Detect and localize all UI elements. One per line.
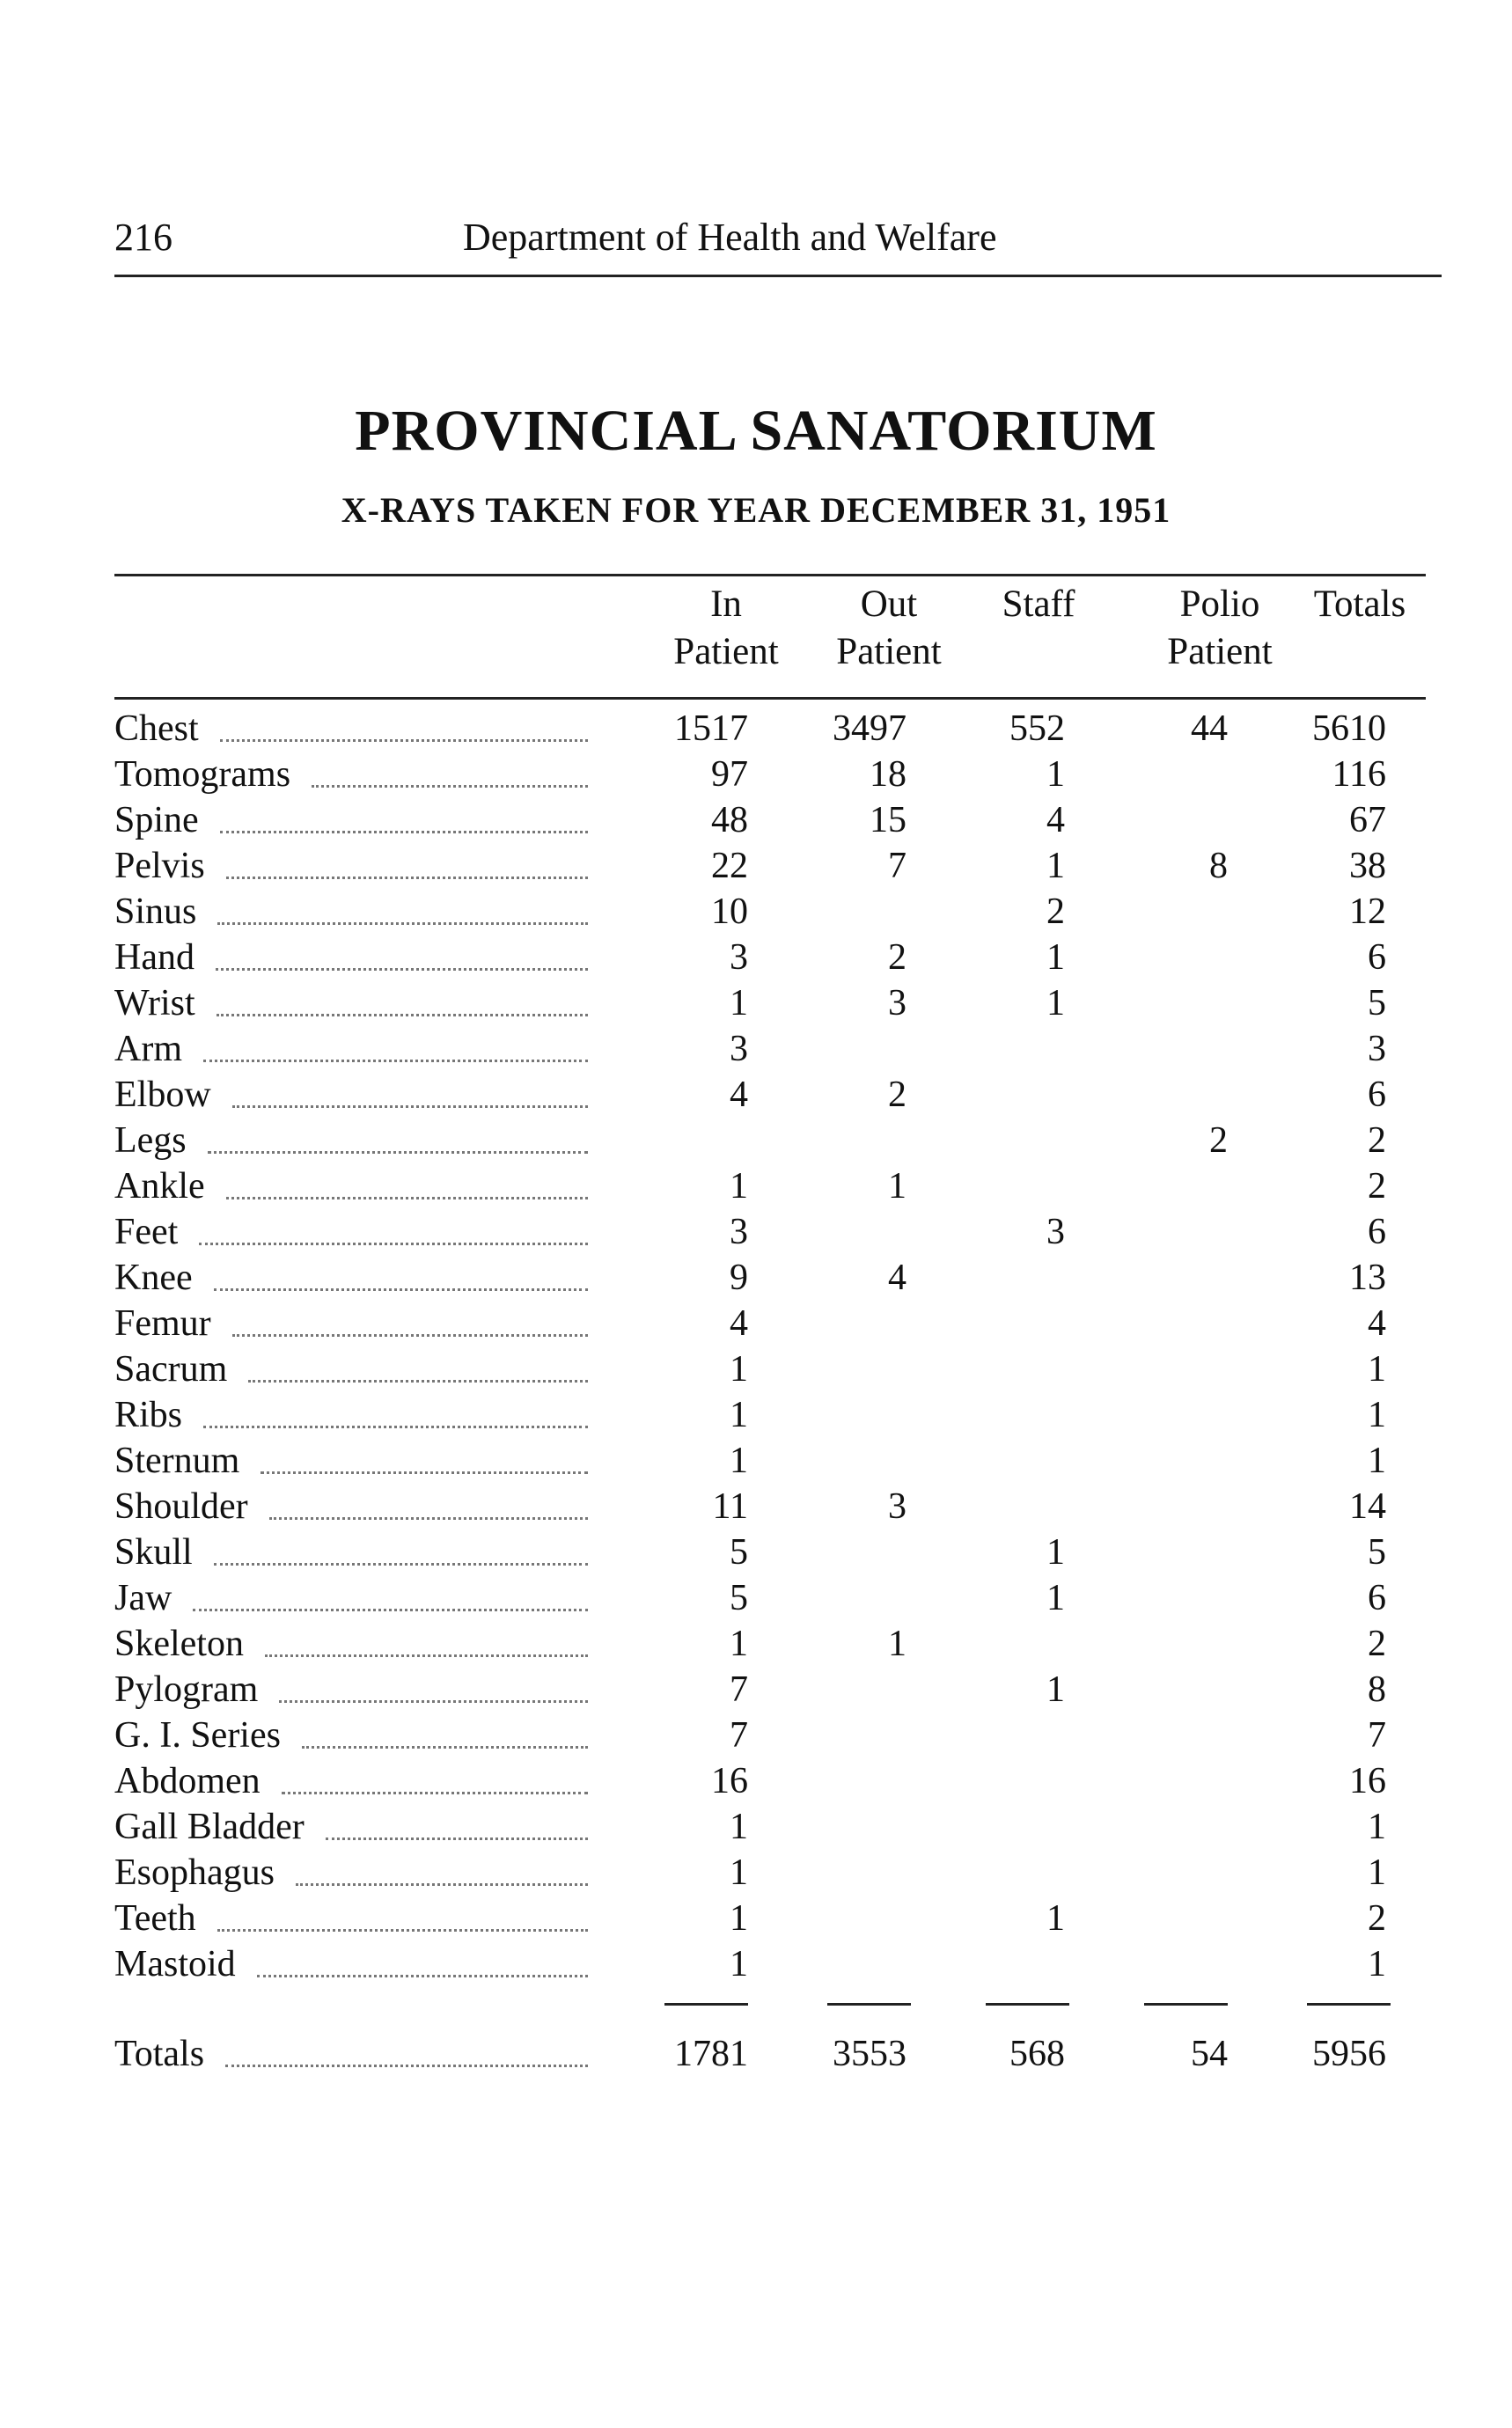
header-rule bbox=[114, 275, 1442, 277]
totals-cell: 3553 bbox=[833, 2034, 906, 2074]
row-label: Knee bbox=[114, 1258, 193, 1298]
table-cell: 5 bbox=[730, 1578, 748, 1618]
column-header-line2: Totals bbox=[1313, 583, 1406, 625]
table-cell: 116 bbox=[1332, 754, 1386, 795]
table-cell: 1 bbox=[1046, 1669, 1065, 1710]
row-label: Spine bbox=[114, 800, 199, 840]
table-cell: 1 bbox=[1368, 1349, 1386, 1390]
column-header-line2: Staff bbox=[1002, 583, 1075, 625]
table-cell: 7 bbox=[730, 1669, 748, 1710]
dot-leader bbox=[226, 877, 588, 879]
table-cell: 44 bbox=[1191, 708, 1228, 749]
table-row bbox=[0, 1026, 1512, 1072]
dot-leader bbox=[203, 1060, 588, 1062]
table-row bbox=[0, 1713, 1512, 1758]
page-number: 216 bbox=[114, 216, 172, 259]
table-cell: 1 bbox=[730, 1441, 748, 1481]
table-cell: 16 bbox=[1349, 1761, 1386, 1801]
row-label: Pelvis bbox=[114, 846, 205, 886]
table-cell: 22 bbox=[711, 846, 748, 886]
table-cell: 10 bbox=[711, 891, 748, 932]
totals-row bbox=[0, 2031, 1512, 2077]
dot-leader bbox=[217, 1014, 588, 1016]
row-label: Wrist bbox=[114, 983, 195, 1023]
table-row bbox=[0, 706, 1512, 752]
table-cell: 1 bbox=[730, 1898, 748, 1939]
row-label: Teeth bbox=[114, 1898, 196, 1939]
dot-leader bbox=[220, 739, 588, 742]
column-header-staff bbox=[946, 581, 1131, 628]
table-cell: 4 bbox=[730, 1303, 748, 1344]
table-cell: 2 bbox=[1046, 891, 1065, 932]
table-row bbox=[0, 1575, 1512, 1621]
table-cell: 7 bbox=[1368, 1715, 1386, 1756]
table-row bbox=[0, 980, 1512, 1026]
table-cell: 3497 bbox=[833, 708, 906, 749]
table-cell: 3 bbox=[1046, 1212, 1065, 1252]
column-header-totals bbox=[1267, 581, 1452, 628]
table-cell: 1 bbox=[1368, 1852, 1386, 1893]
table-cell: 1 bbox=[730, 1807, 748, 1847]
table-cell: 38 bbox=[1349, 846, 1386, 886]
dot-leader bbox=[282, 1792, 588, 1794]
page-header bbox=[114, 211, 1435, 264]
totals-cell: 5956 bbox=[1312, 2034, 1386, 2074]
dot-leader bbox=[261, 1471, 588, 1474]
totals-cell: 1781 bbox=[674, 2034, 748, 2074]
row-label: Sternum bbox=[114, 1441, 240, 1481]
table-row bbox=[0, 1301, 1512, 1346]
table-cell: 1 bbox=[730, 983, 748, 1023]
table-cell: 1 bbox=[888, 1624, 906, 1664]
table-row bbox=[0, 1346, 1512, 1392]
row-label: Tomograms bbox=[114, 754, 291, 795]
totals-label: Totals bbox=[114, 2034, 205, 2074]
table-cell: 1 bbox=[1046, 1578, 1065, 1618]
table-cell: 5 bbox=[730, 1532, 748, 1573]
row-label: Abdomen bbox=[114, 1761, 261, 1801]
row-label: G. I. Series bbox=[114, 1715, 281, 1756]
column-header-line1: In bbox=[710, 583, 742, 625]
table-cell: 5 bbox=[1368, 1532, 1386, 1573]
totals-cell: 54 bbox=[1191, 2034, 1228, 2074]
table-row bbox=[0, 1484, 1512, 1529]
row-label: Ankle bbox=[114, 1166, 205, 1207]
table-cell: 2 bbox=[1368, 1624, 1386, 1664]
table-row bbox=[0, 1896, 1512, 1941]
row-label: Femur bbox=[114, 1303, 211, 1344]
table-cell: 97 bbox=[711, 754, 748, 795]
column-header-in-patient bbox=[634, 581, 818, 676]
table-cell: 7 bbox=[730, 1715, 748, 1756]
table-cell: 4 bbox=[1368, 1303, 1386, 1344]
sum-rule bbox=[986, 2003, 1069, 2006]
dot-leader bbox=[296, 1883, 588, 1886]
table-cell: 3 bbox=[730, 1212, 748, 1252]
row-label: Gall Bladder bbox=[114, 1807, 305, 1847]
row-label: Sacrum bbox=[114, 1349, 228, 1390]
table-cell: 1 bbox=[1368, 1807, 1386, 1847]
table-cell: 552 bbox=[1009, 708, 1065, 749]
row-label: Feet bbox=[114, 1212, 179, 1252]
table-cell: 15 bbox=[870, 800, 906, 840]
dot-leader bbox=[226, 1197, 588, 1199]
table-row bbox=[0, 1392, 1512, 1438]
table-cell: 3 bbox=[730, 1029, 748, 1069]
table-cell: 5610 bbox=[1312, 708, 1386, 749]
dot-leader bbox=[265, 1654, 588, 1657]
table-cell: 1 bbox=[1046, 1532, 1065, 1573]
table-cell: 8 bbox=[1368, 1669, 1386, 1710]
dot-leader bbox=[203, 1426, 588, 1428]
table-cell: 3 bbox=[888, 983, 906, 1023]
table-row bbox=[0, 1209, 1512, 1255]
table-row bbox=[0, 1438, 1512, 1484]
totals-cell: 568 bbox=[1009, 2034, 1065, 2074]
table-cell: 3 bbox=[730, 937, 748, 978]
table-cell: 6 bbox=[1368, 1075, 1386, 1115]
table-row bbox=[0, 1621, 1512, 1667]
dot-leader bbox=[248, 1380, 588, 1383]
table-cell: 1 bbox=[730, 1166, 748, 1207]
sum-rule bbox=[827, 2003, 911, 2006]
table-cell: 16 bbox=[711, 1761, 748, 1801]
table-row bbox=[0, 1072, 1512, 1118]
sum-rule bbox=[1144, 2003, 1228, 2006]
table-cell: 1 bbox=[1046, 846, 1065, 886]
dot-leader bbox=[279, 1700, 588, 1703]
dot-leader bbox=[225, 2065, 588, 2067]
dot-leader bbox=[193, 1609, 588, 1611]
column-header-line2: Patient bbox=[1167, 631, 1273, 672]
table-cell: 1 bbox=[730, 1852, 748, 1893]
document-title: PROVINCIAL SANATORIUM bbox=[355, 399, 1157, 463]
dot-leader bbox=[214, 1288, 588, 1291]
table-cell: 1 bbox=[888, 1166, 906, 1207]
table-cell: 9 bbox=[730, 1258, 748, 1298]
column-header-line1: Out bbox=[860, 583, 918, 625]
dot-leader bbox=[216, 968, 588, 971]
table-cell: 2 bbox=[1368, 1166, 1386, 1207]
table-cell: 6 bbox=[1368, 1578, 1386, 1618]
table-cell: 1 bbox=[730, 1395, 748, 1435]
table-cell: 1 bbox=[1046, 937, 1065, 978]
table-cell: 6 bbox=[1368, 937, 1386, 978]
row-label: Skeleton bbox=[114, 1624, 244, 1664]
table-cell: 3 bbox=[888, 1486, 906, 1527]
row-label: Ribs bbox=[114, 1395, 183, 1435]
dot-leader bbox=[217, 922, 588, 925]
dot-leader bbox=[199, 1243, 588, 1245]
row-label: Legs bbox=[114, 1120, 187, 1161]
table-cell: 2 bbox=[1209, 1120, 1228, 1161]
table-row bbox=[0, 1758, 1512, 1804]
sum-rule bbox=[664, 2003, 748, 2006]
sum-rule bbox=[1307, 2003, 1391, 2006]
dot-leader bbox=[214, 1563, 588, 1566]
table-cell: 1 bbox=[1368, 1395, 1386, 1435]
table-cell: 5 bbox=[1368, 983, 1386, 1023]
table-header-rule bbox=[114, 697, 1426, 700]
table-row bbox=[0, 752, 1512, 797]
row-label: Shoulder bbox=[114, 1486, 248, 1527]
table-cell: 1 bbox=[730, 1349, 748, 1390]
dot-leader bbox=[232, 1105, 588, 1108]
table-cell: 1 bbox=[1046, 983, 1065, 1023]
table-cell: 6 bbox=[1368, 1212, 1386, 1252]
table-cell: 48 bbox=[711, 800, 748, 840]
table-cell: 7 bbox=[888, 846, 906, 886]
table-row bbox=[0, 889, 1512, 935]
table-cell: 1 bbox=[1368, 1944, 1386, 1984]
dot-leader bbox=[326, 1838, 588, 1840]
table-cell: 18 bbox=[870, 754, 906, 795]
table-cell: 3 bbox=[1368, 1029, 1386, 1069]
row-label: Sinus bbox=[114, 891, 197, 932]
table-row bbox=[0, 843, 1512, 889]
dot-leader bbox=[257, 1975, 588, 1977]
table-cell: 1 bbox=[1046, 754, 1065, 795]
row-label: Hand bbox=[114, 937, 195, 978]
dot-leader bbox=[217, 1929, 588, 1932]
table-cell: 2 bbox=[888, 1075, 906, 1115]
dot-leader bbox=[269, 1517, 588, 1520]
table-cell: 11 bbox=[712, 1486, 748, 1527]
table-cell: 12 bbox=[1349, 891, 1386, 932]
table-cell: 67 bbox=[1349, 800, 1386, 840]
table-row bbox=[0, 935, 1512, 980]
table-row bbox=[0, 1118, 1512, 1163]
table-row bbox=[0, 1804, 1512, 1850]
row-label: Skull bbox=[114, 1532, 193, 1573]
table-cell: 4 bbox=[888, 1258, 906, 1298]
row-label: Esophagus bbox=[114, 1852, 275, 1893]
column-header-line2: Patient bbox=[673, 631, 779, 672]
column-header-line2: Patient bbox=[836, 631, 942, 672]
dot-leader bbox=[312, 785, 588, 788]
table-cell: 1 bbox=[730, 1944, 748, 1984]
table-cell: 4 bbox=[1046, 800, 1065, 840]
table-top-rule bbox=[114, 574, 1426, 576]
dot-leader bbox=[208, 1151, 588, 1154]
table-cell: 1 bbox=[1046, 1898, 1065, 1939]
table-row bbox=[0, 1850, 1512, 1896]
row-label: Mastoid bbox=[114, 1944, 236, 1984]
table-cell: 2 bbox=[1368, 1120, 1386, 1161]
dot-leader bbox=[220, 831, 588, 833]
table-row bbox=[0, 1667, 1512, 1713]
table-cell: 13 bbox=[1349, 1258, 1386, 1298]
table-cell: 1 bbox=[730, 1624, 748, 1664]
table-cell: 4 bbox=[730, 1075, 748, 1115]
table-row bbox=[0, 1255, 1512, 1301]
table-cell: 1 bbox=[1368, 1441, 1386, 1481]
row-label: Pylogram bbox=[114, 1669, 259, 1710]
dot-leader bbox=[232, 1334, 588, 1337]
row-label: Elbow bbox=[114, 1075, 211, 1115]
running-head: Department of Health and Welfare bbox=[463, 216, 997, 259]
row-label: Chest bbox=[114, 708, 199, 749]
table-cell: 2 bbox=[1368, 1898, 1386, 1939]
dot-leader bbox=[302, 1746, 588, 1749]
row-label: Arm bbox=[114, 1029, 182, 1069]
table-row bbox=[0, 1529, 1512, 1575]
table-row bbox=[0, 797, 1512, 843]
table-cell: 8 bbox=[1209, 846, 1228, 886]
table-cell: 2 bbox=[888, 937, 906, 978]
table-row bbox=[0, 1163, 1512, 1209]
table-cell: 14 bbox=[1349, 1486, 1386, 1527]
table-row bbox=[0, 1941, 1512, 1987]
column-header-line1: Polio bbox=[1179, 583, 1260, 625]
document-subtitle: X-RAYS TAKEN FOR YEAR DECEMBER 31, 1951 bbox=[341, 490, 1171, 530]
table-cell: 1517 bbox=[674, 708, 748, 749]
row-label: Jaw bbox=[114, 1578, 172, 1618]
